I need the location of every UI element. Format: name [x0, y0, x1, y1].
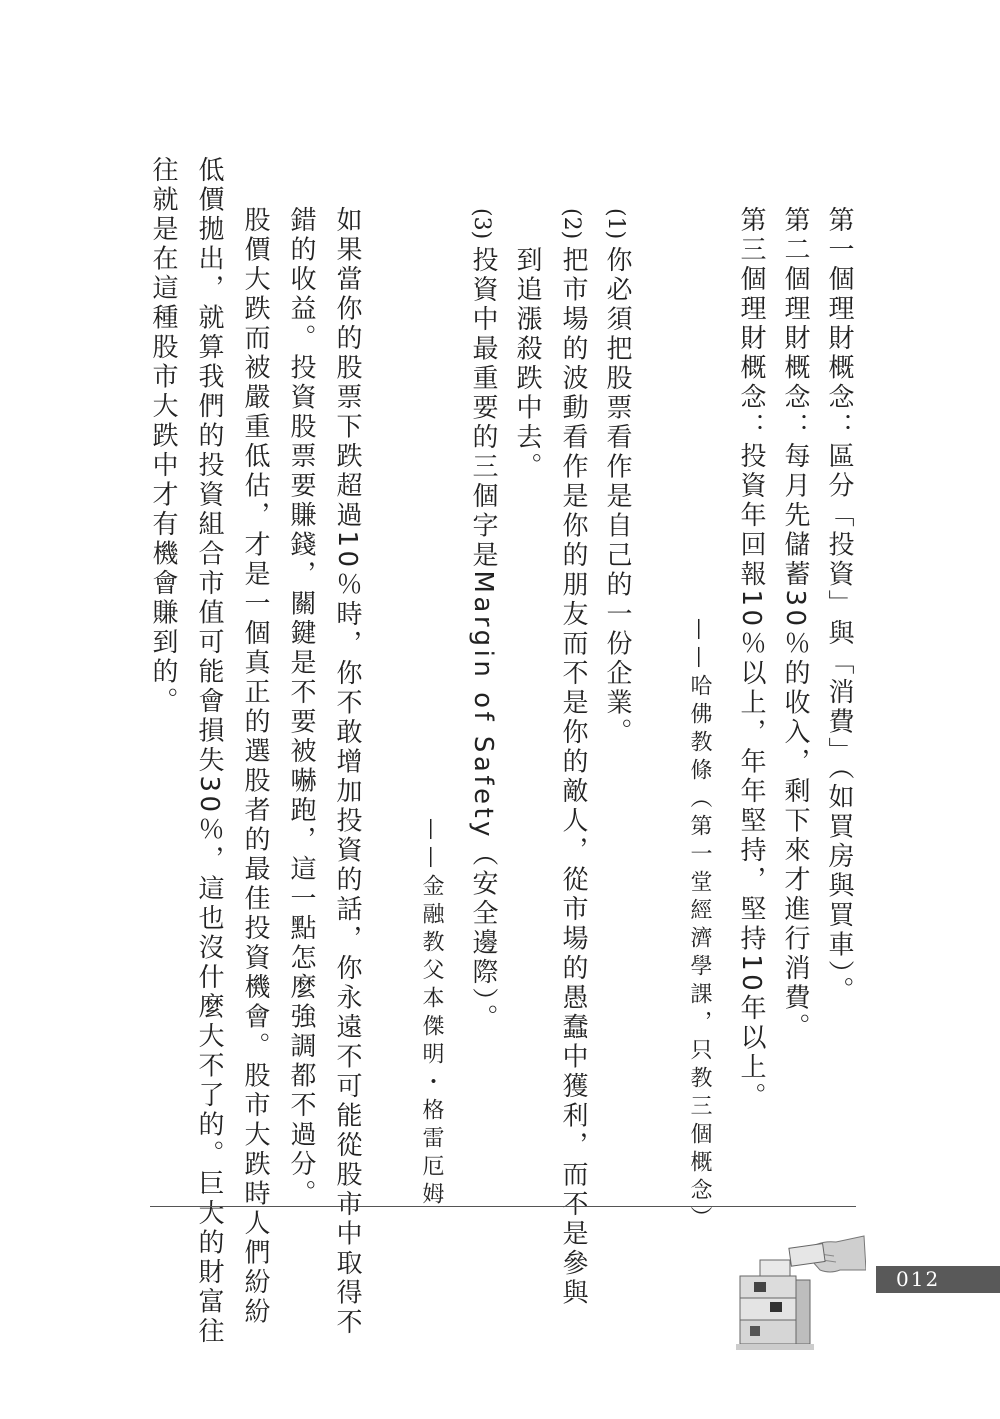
body-paragraph-2-line-1: 股價大跌而被嚴重低估，才是一個真正的選股者的最佳投資機會。股市大跌時人們紛紛 — [240, 206, 270, 1327]
rule-3-text: 投資中最重要的三個字是Margin of Safety（安全邊際）。 — [468, 246, 498, 1034]
body-paragraph-1-line-1: 如果當你的股票下跌超過10％時，你不敢增加投資的話，你永遠不可能從股市中取得不 — [332, 206, 362, 1338]
body-paragraph-2-line-3: 往就是在這種股市大跌中才有機會賺到的。 — [148, 156, 178, 717]
concept-3: 第三個理財概念：投資年回報10％以上，年年堅持，堅持10年以上。 — [736, 206, 766, 1113]
rule-marker-2: (2) — [559, 208, 584, 240]
attribution-harvard: ——哈佛教條（第一堂經濟學課，只教三個概念） — [687, 618, 712, 1234]
rule-2-text-line1: 把市場的波動看作是你的朋友而不是你的敵人，從市場的愚蠢中獲利，而不是參與 — [558, 246, 588, 1308]
body-paragraph-2-line-2: 低價拋出，就算我們的投資組合市值可能會損失30％，這也沒什麼大不了的。巨大的財富往 — [194, 156, 224, 1347]
rule-1-text: 你必須把股票看作是自己的一份企業。 — [602, 246, 632, 748]
attribution-graham: ——金融教父本傑明・格雷厄姆 — [419, 818, 444, 1210]
concept-1: 第一個理財概念：區分「投資」與「消費」（如買房與買車）。 — [824, 206, 854, 1006]
footer-divider — [150, 1206, 856, 1207]
rule-marker-1: (1) — [603, 208, 628, 240]
page-number: 012 — [876, 1266, 1000, 1293]
concept-2: 第二個理財概念：每月先儲蓄30％的收入，剩下來才進行消費。 — [780, 206, 810, 1043]
rule-marker-3: (3) — [469, 208, 494, 240]
hand-stacking-blocks-illustration — [736, 1230, 866, 1355]
rule-2-text-line2: 到追漲殺跌中去。 — [512, 246, 542, 482]
body-paragraph-1-line-2: 錯的收益。投資股票要賺錢，關鍵是不要被嚇跑，這一點怎麼強調都不過分。 — [286, 206, 316, 1209]
